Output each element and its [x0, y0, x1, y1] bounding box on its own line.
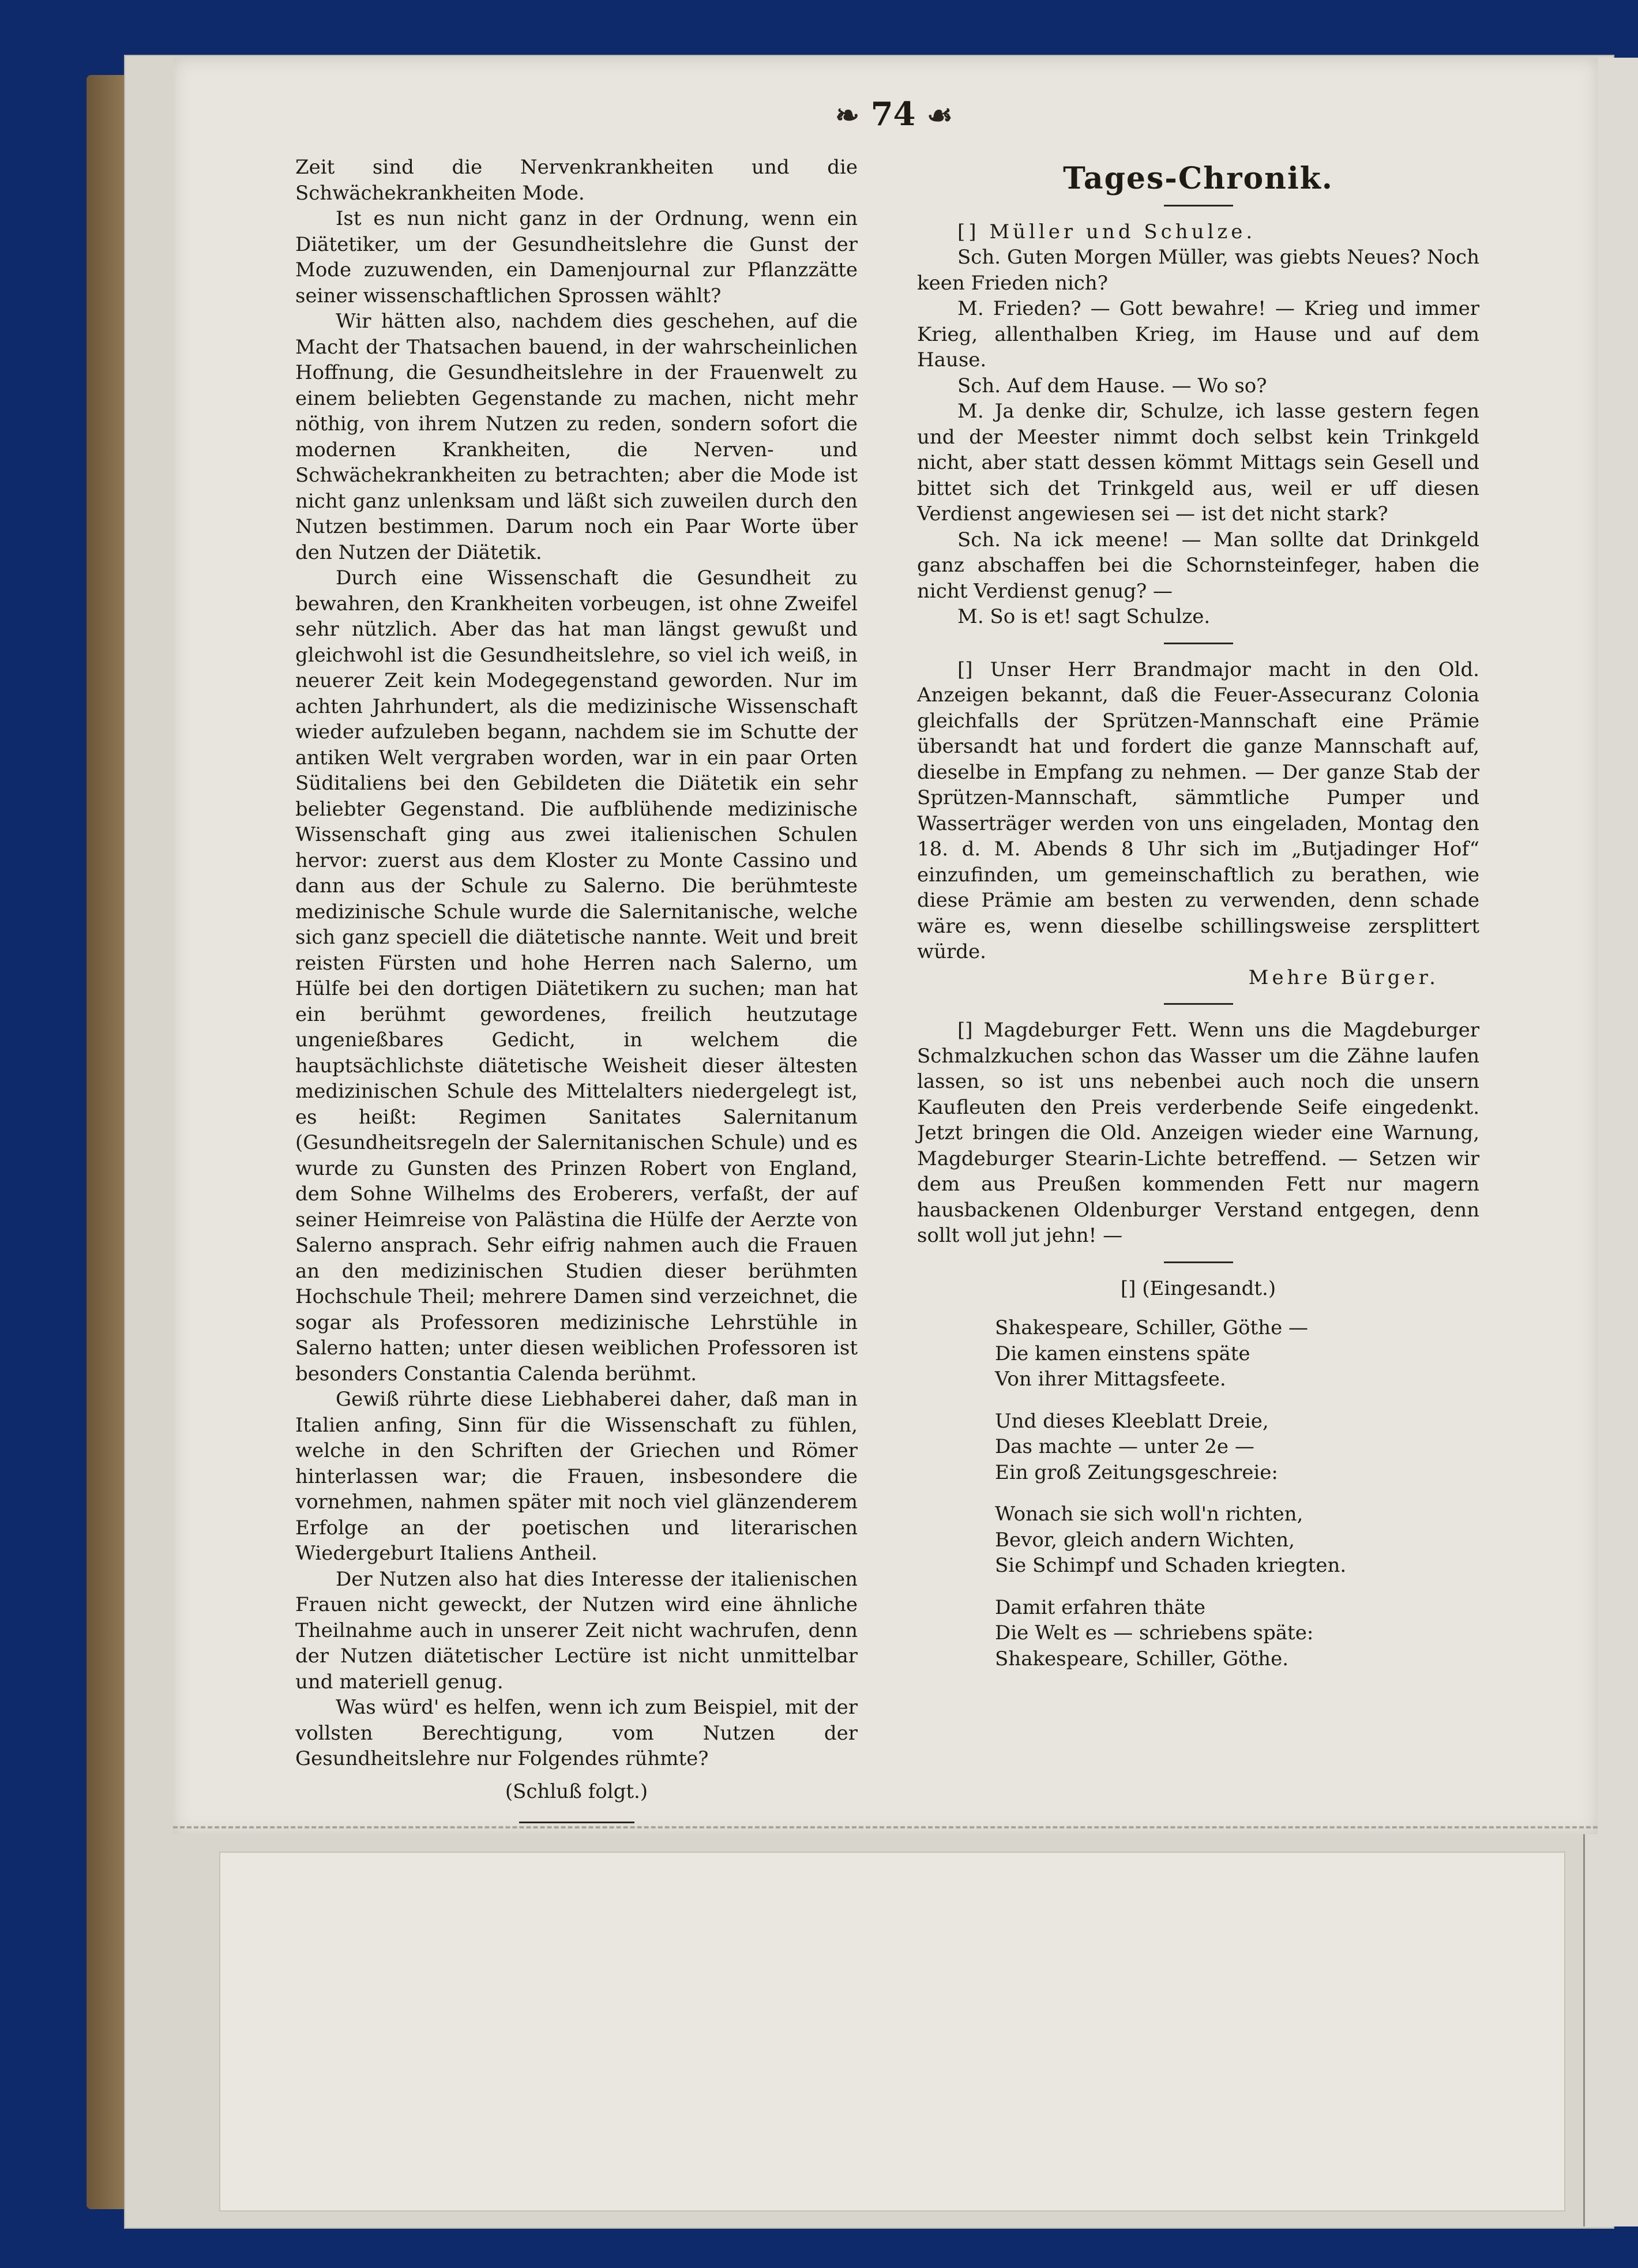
poem-line: Shakespeare, Schiller, Göthe —: [995, 1316, 1309, 1339]
fett-paragraph: [] Magdeburger Fett. Wenn uns die Magdeburger Schmalzkuchen schon das Wasser um die Zähne laufen lassen, so ist uns nebenbei auch noch die unsern Kaufleuten den Preis verderbende Seife eingedenkt. Jetzt bringen die Old. Anzeigen wieder eine Warnung, Magdeburger Stearin-Lichte betreffend. — Setzen wir dem aus Preußen kommenden Fett nur magern hausbackenen Oldenburger Verstand entgegen, denn sollt woll jut jehn! —: [917, 1019, 1479, 1247]
poem: [995, 1315, 1479, 1672]
poem-line: Shakespeare, Schiller, Göthe.: [995, 1647, 1289, 1670]
poem-line: Von ihrer Mittagsfeete.: [995, 1368, 1226, 1391]
section-heading: Tages-Chronik.: [1063, 161, 1333, 196]
paragraph: Durch eine Wissenschaft die Gesundheit zu bewahren, den Krankheiten vorbeugen, ist ohne Zweifel sehr nützlich. Aber das hat man längst gewußt und gleichwohl ist die Gesundheitslehre, so viel ich weiß, in neuerer Zeit kein Modegegenstand geworden. Nur im achten Jahrhundert, als die medizinische Wissenschaft wieder aufzuleben begann, nachdem sie im Schutte der antiken Welt vergraben worden, war in ein paar Orten Süditaliens bei den Gebildeten die Diätetik ein sehr beliebter Gegenstand. Die aufblühende medizinische Wissenschaft ging aus zwei italienischen Schulen hervor: zuerst aus dem Kloster zu Monte Cassino und dann aus der Schule zu Salerno. Die berühmteste medizinische Schule wurde die Salernitanische, welche sich ganz speciell die diätetische nannte. Weit und breit reisten Fürsten und hohe Herren nach Salerno, um Hülfe bei den dortigen Diätetikern zu suchen; man hat ein berühmt gewordenes, freilich heutzutage ungenießbares Gedicht, in welchem die hauptsächlichste diätetische Weisheit dieser ältesten medizinischen Schule des Mittelalters niedergelegt ist, es heißt: Regimen Sanitates Salernitanum (Gesundheitsregeln der Salernitanischen Schule) und es wurde zu Gunsten des Prinzen Robert von England, dem Sohne Wilhelms des Eroberers, verfaßt, der auf seiner Heimreise von Palästina die Hülfe der Aerzte von Salerno ansprach. Sehr eifrig nahmen auch die Frauen an den medizinischen Studien dieser berühmten Hochschule Theil; mehrere Damen sind verzeichnet, die sogar als Professoren medizinische Lehrstühle in Salerno hatten; unter diesen weiblichen Professoren ist besonders Constantia Calenda berühmt.: [295, 566, 858, 1385]
poem-line: Bevor, gleich andern Wichten,: [995, 1528, 1295, 1552]
divider: [519, 1822, 634, 1823]
dialogue-line: M. So is et! sagt Schulze.: [957, 605, 1211, 628]
divider: [1164, 1003, 1233, 1005]
paragraph: Was würd' es helfen, wenn ich zum Beispiel, mit der vollsten Berechtigung, vom Nutzen der Gesundheitslehre nur Folgendes rühmte?: [295, 1696, 858, 1770]
dialogue-line: M. Ja denke dir, Schulze, ich lasse gestern fegen und der Meester nimmt doch selbst kein Trinkgeld nicht, aber statt dessen kömmt Mittags sein Gesell und bittet sich det Trinkgeld aus, weil er uff diesen Verdienst angewiesen sei — ist det nicht stark?: [917, 400, 1479, 525]
dialogue-line: M. Frieden? — Gott bewahre! — Krieg und immer Krieg, allenthalben Krieg, im Hause und auf dem Hause.: [917, 297, 1479, 371]
right-column: [917, 161, 1479, 1688]
poem-line: Das machte — unter 2e —: [995, 1435, 1254, 1458]
left-ornament-icon: ❧: [835, 98, 860, 132]
divider: [1164, 643, 1233, 644]
page-number: [802, 95, 986, 133]
poem-line: Wonach sie sich woll'n richten,: [995, 1503, 1303, 1526]
notice-signature: Mehre Bürger.: [1248, 966, 1439, 989]
paragraph: Gewiß rührte diese Liebhaberei daher, daß man in Italien anfing, Sinn für die Wissenschaft zu fühlen, welche in den Schriften der Griechen und Römer hinterlassen war; die Frauen, insbesondere die vornehmen, nahmen später mit noch viel glänzenderem Erfolge an der poetischen und literarischen Wiedergeburt Italiens Antheil.: [295, 1388, 858, 1565]
poem-line: Ein groß Zeitungsgeschreie:: [995, 1460, 1278, 1484]
dialogue-line: Sch. Auf dem Hause. — Wo so?: [957, 374, 1267, 397]
dialogue-title: [] Müller und Schulze.: [957, 220, 1256, 243]
poem-title: [] (Eingesandt.): [1120, 1276, 1276, 1300]
poem-line: Sie Schimpf und Schaden kriegten.: [995, 1554, 1347, 1577]
paragraph: Der Nutzen also hat dies Interesse der italienischen Frauen nicht geweckt, der Nutzen wird eine ähnliche Theilnahme auch in unserer Zeit nicht wachrufen, denn der Nutzen diätetischer Lectüre ist nicht unmittelbar und materiell genug.: [295, 1567, 858, 1694]
poem-stanza: [995, 1409, 1479, 1486]
poem-line: Die Welt es — schriebens späte:: [995, 1621, 1314, 1644]
paragraph: Zeit sind die Nervenkrankheiten und die Schwächekrankheiten Mode.: [295, 156, 858, 205]
to-be-continued: (Schluß folgt.): [505, 1779, 648, 1803]
poem-line: Damit erfahren thäte: [995, 1595, 1205, 1619]
right-ornament-icon: ☙: [927, 98, 953, 132]
page-number-text: 74: [870, 95, 916, 133]
poem-stanza: [995, 1595, 1479, 1672]
poem-line: Die kamen einstens späte: [995, 1342, 1250, 1365]
notice-paragraph: [] Unser Herr Brandmajor macht in den Old. Anzeigen bekannt, daß die Feuer-Assecuranz Colonia gleichfalls der Sprützen-Mannschaft eine Prämie übersandt hat und fordert die ganze Mannschaft auf, dieselbe in Empfang zu nehmen. — Der ganze Stab der Sprützen-Mannschaft, sämmtliche Pumper und Wasserträger werden von uns eingeladen, Montag den 18. d. M. Abends 8 Uhr sich im „Butjadinger Hof“ einzufinden, um gemeinschaftlich zu berathen, wie diese Prämie am besten zu verwenden, denn schade wäre es, wenn dieselbe schillingsweise zersplittert würde.: [917, 658, 1479, 963]
poem-stanza: [995, 1501, 1479, 1579]
divider: [1164, 1261, 1233, 1263]
paragraph: Wir hätten also, nachdem dies geschehen, auf die Macht der Thatsachen bauend, in der wahrscheinlichen Hoffnung, die Gesundheitslehre in der Frauenwelt zu einem beliebten Gegenstande zu machen, nicht mehr nöthig, von ihrem Nutzen zu reden, sondern sofort die modernen Krankheiten, die Nerven- und Schwächekrankheiten zu betrachten; aber die Mode ist nicht ganz unlenksam und läßt sich zuweilen durch den Nutzen bestimmen. Darum noch ein Paar Worte über den Nutzen der Diätetik.: [295, 310, 858, 564]
dialogue-line: Sch. Na ick meene! — Man sollte dat Drinkgeld ganz abschaffen bei die Schornsteinfeger, haben die nicht Verdienst genug? —: [917, 528, 1479, 603]
lower-leaf: [219, 1852, 1565, 2211]
left-column: [295, 155, 858, 1823]
poem-line: Und dieses Kleeblatt Dreie,: [995, 1409, 1269, 1433]
poem-stanza: [995, 1315, 1479, 1392]
dialogue-line: Sch. Guten Morgen Müller, was giebts Neues? Noch keen Frieden nich?: [917, 246, 1479, 295]
paragraph: Ist es nun nicht ganz in der Ordnung, wenn ein Diätetiker, um der Gesundheitslehre die Gunst der Mode zuzuwenden, ein Damenjournal zur Pflanzzätte seiner wissenschaftlichen Sprossen wählt?: [295, 207, 858, 307]
divider: [1164, 205, 1233, 206]
